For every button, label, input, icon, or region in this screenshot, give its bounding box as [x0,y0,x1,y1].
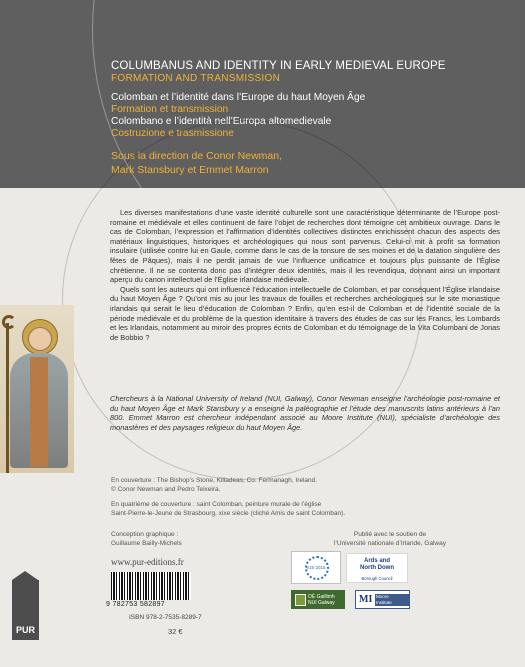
nui-galway-crest-icon [295,594,306,606]
cover-credit-line-1: En couverture : The Bishop’s Stone, Killadeas, Co. Fermanagh, Ireland. [111,477,318,484]
saint-columbanus-image [0,305,74,473]
book-title: COLUMBANUS AND IDENTITY IN EARLY MEDIEVAL EUROPE [111,60,446,72]
nui-galway-logo [291,590,345,609]
ards-logo-name [347,558,407,572]
support-note [290,530,490,548]
nui-galway-line-1: OÉ Gaillimh [308,594,335,600]
nui-galway-line-2: NUI Galway [308,600,335,606]
crozier-crook-shape [2,315,16,329]
translated-titles [111,92,515,140]
blurb-paragraph-1: Les diverses manifestations d’une vaste identité culturelle sont une caractéristique déterminante de l’Europe post-romaine et médiévale et elles continuent de faire l’objet de recherches dont témoigne cet ambitieux ouvrage. Dans le cas de Colomban, l’expression et l’affirmation d’identités collectives distinctes enrichissent chacun des aspects des matériaux linguistiques, historiques et archéologiques qui nous sont parvenus. Celui-ci mit à profit sa formation insulaire (utilisée contre lui en Gaule, comme dans le cas de la tonsure de ses moines et de la datation singulière des fêtes de Pâques), mais il ne perdit jamais de vue l’influence unificatrice et toujours plus puissante de l’Église chrétienne. Il ne se contenta donc pas d’intégrer deux identités, mais il les revendiqua, donnant ainsi un important aperçu du canon intellectuel de l’Église irlandaise médiévale. [110,208,500,285]
head-shape [28,327,52,351]
ards-north-down-logo [346,553,408,583]
editors-line-2: Mark Stansbury et Emmet Marron [111,164,269,176]
barcode [111,572,191,600]
design-label: Conception graphique : [111,531,179,538]
pur-logo [12,580,39,640]
image-credits [111,476,411,524]
book-subtitle: FORMATION AND TRANSMISSION [111,73,281,84]
moore-institute-mark: MI [359,594,373,605]
support-line-1: Publié avec le soutien de [353,531,427,538]
e15-logo-text: e15·2015 [306,565,326,570]
nui-galway-text [308,594,335,606]
back-credit [111,500,411,518]
cover-credit-line-2: © Conor Newman and Pedro Teixeira. [111,486,221,493]
back-credit-line-1: En quatrième de couverture : saint Colomban, peinture murale de l’église [111,501,322,508]
e15-logo [291,551,341,584]
moore-line-1: Moore [376,594,389,599]
moore-line-2: Institute [376,600,392,605]
italian-subtitle: Costruzione e trasmissione [111,128,234,139]
ards-logo-council: Borough Council [361,576,393,581]
blurb-paragraph-2: Quels sont les auteurs qui ont influencé l’éducation intellectuelle de Colomban, et par conséquent l’Église irlandaise du haut Moyen Âge ? Qu’ont mis au jour les travaux de fouilles et recherches archéologiques sur le site monastique irlandais qui serait le lieu d’éducation de Colomban ? Enfin, qu’en est-il de Colomban et de l’identité sociale de la période médiévale et du problème de la question identitaire à travers des études de cas sur les Francs, les Lombards et les Irlandais, notamment au miroir des propres écrits de Colomban et du témoignage de la Vita Columbani de Jonas de Bobbio ? [110,284,500,342]
cover-credit [111,476,411,494]
editors-bio: Chercheurs à la National University of Ireland (NUI, Galway), Conor Newman enseigne l’archéologie post-romaine et du haut Moyen Âge et Mark Stansbury y a enseigné la paléographie et l’étude des manuscrits latins antérieurs à l’an 800. Emmet Marron est chercheur indépendant associé au Moore Institute (NUI), spécialiste d’archéologie des monastères et des paysages religieux du haut Moyen Âge. [110,394,500,432]
blurb [110,208,500,342]
ards-line-2: North Down [360,565,394,571]
barcode-number: 9 782753 582897 [106,601,165,608]
stole-shape [30,357,48,467]
design-credit [111,530,182,548]
price: 32 € [168,627,183,636]
back-credit-line-2: Saint-Pierre-le-Jeune de Strasbourg, xixe siècle (cliché Amis de saint Colomban). [111,510,346,517]
italian-title: Colombano e l’identità nell’Europa altomedievale [111,116,332,127]
moore-institute-text [375,594,409,606]
designer-name: Guillaume Bailly-Michels [111,540,182,547]
french-subtitle: Formation et transmission [111,104,229,115]
support-line-2: l’Université nationale d’Irlande, Galway [333,540,446,547]
publisher-website[interactable]: www.pur-editions.fr [111,557,184,567]
french-title: Colomban et l’identité dans l’Europe du haut Moyen Âge [111,92,366,103]
isbn: ISBN 978-2-7535-8289-7 [129,614,202,621]
moore-institute-logo [355,590,410,609]
ards-line-1: Ards and [363,558,390,564]
editors-line-1: Sous la direction de Conor Newman, [111,150,283,162]
pur-logo-text: PUR [15,625,35,635]
crozier-shape [6,323,9,473]
